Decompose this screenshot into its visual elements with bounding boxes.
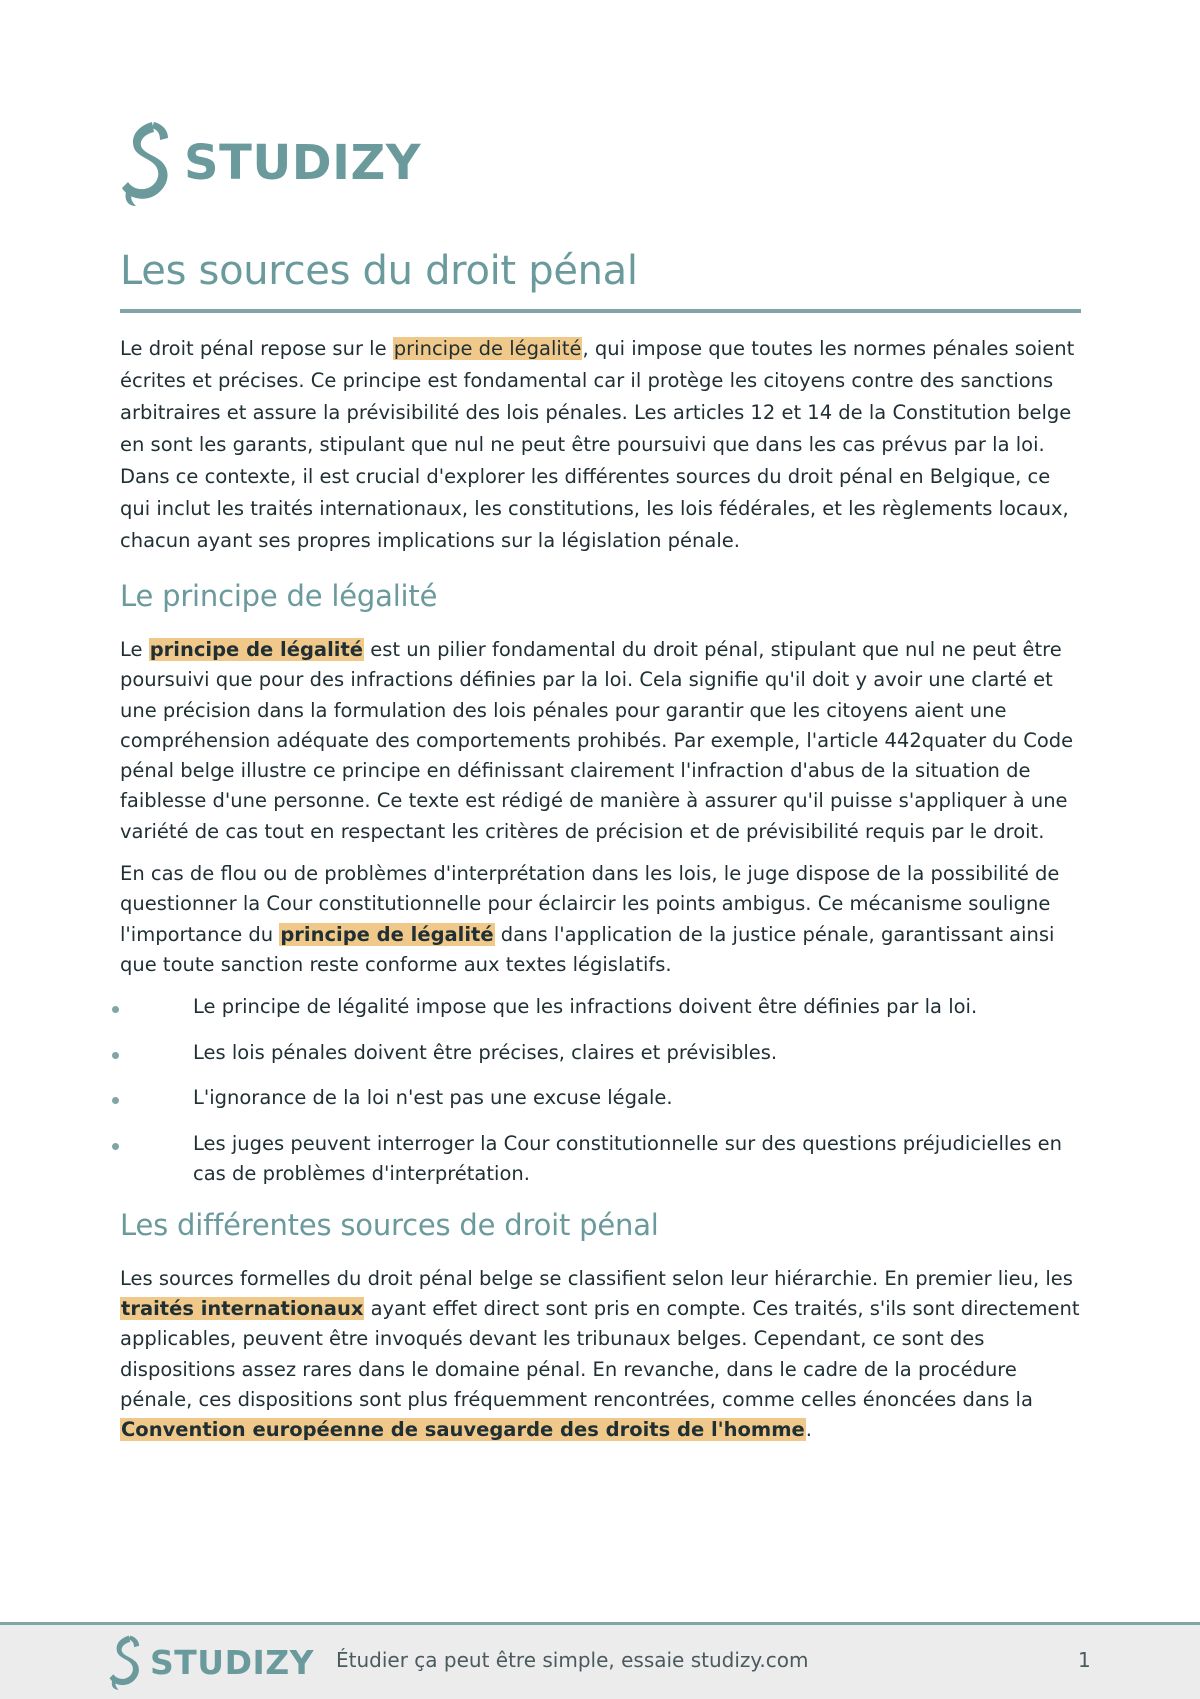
bullet-icon [112,1006,119,1013]
paragraph [120,859,1080,980]
intro-paragraph [120,333,1080,557]
header-logo [118,118,421,208]
footer-tagline: Étudier ça peut être simple, essaie studizy.com [336,1648,809,1672]
list-item [120,1038,1080,1069]
list-item [120,1083,1080,1114]
list-item-text: L'ignorance de la loi n'est pas une excuse légale. [193,1086,673,1110]
footer-brand-name: STUDIZY [150,1642,315,1682]
highlight-term: principe de légalité [149,638,363,661]
paragraph [120,635,1080,847]
list-item-text: Les lois pénales doivent être précises, claires et prévisibles. [193,1040,778,1064]
brand-name: STUDIZY [184,135,422,191]
list-item-text: Le principe de légalité impose que les infractions doivent être définies par la loi. [193,995,978,1019]
text-run: En cas de flou ou de problèmes d'interprétation dans les lois, le juge dispose de la possibilité de questionner la Cour constitutionnelle pour éclaircir les points ambigus. Ce mécanisme souligne l'importance du [120,862,1060,946]
paragraph [120,1264,1080,1446]
list-item [120,1129,1080,1190]
studizy-logo-icon [118,118,174,208]
text-run: Les sources formelles du droit pénal belge se classifient selon leur hiérarchie. En premier lieu, les [120,1266,1073,1290]
text-run: . [805,1418,812,1442]
title-divider [120,309,1081,313]
page-number: 1 [1078,1648,1091,1672]
bullet-icon [112,1097,119,1104]
section-heading-principe: Le principe de légalité [120,579,438,613]
text-run: dans l'application de la justice pénale, garantissant ainsi que toute sanction reste conforme aux textes législatifs. [120,922,1055,976]
footer-logo [106,1633,314,1691]
page-title: Les sources du droit pénal [120,248,638,294]
bullet-icon [112,1052,119,1059]
bullet-list [120,992,1080,1190]
text-run: Le droit pénal repose sur le [120,337,393,360]
text-run: ayant effet direct sont pris en compte. Ces traités, s'ils sont directement applicables, peuvent être invoqués devant les tribunaux belges. Cependant, ce sont des dispositions assez rares dans le domaine pénal. En revanche, dans le cadre de la procédure pénale, ces dispositions sont plus fréquemment rencontrées, comme celles énoncées dans la [120,1297,1080,1411]
section-heading-sources: Les différentes sources de droit pénal [120,1207,659,1242]
page-footer [0,1622,1200,1699]
list-item [120,992,1080,1023]
highlight-term: Convention européenne de sauvegarde des droits de l'homme [121,1418,805,1442]
studizy-logo-icon [106,1633,144,1691]
text-run: , qui impose que toutes les normes pénales soient écrites et précises. Ce principe est fondamental car il protège les citoyens contre des sanctions arbitraires et assure la prévisibilité des lois pénales. Les articles 12 et 14 de la Constitution belge en sont les garants, stipulant que nul ne peut être poursuivi que dans les cas prévus par la loi. Dans ce contexte, il est crucial d'explorer les différentes sources du droit pénal en Belgique, ce qui inclut les traités internationaux, les constitutions, les lois fédérales, et les règlements locaux, chacun ayant ses propres implications sur la législation pénale. [120,337,1075,552]
text-run: est un pilier fondamental du droit pénal, stipulant que nul ne peut être poursuivi que pour des infractions définies par la loi. Cela signifie qu'il doit y avoir une clarté et une précision dans la formulation des lois pénales pour garantir que les citoyens aient une compréhension adéquate des comportements prohibés. Par exemple, l'article 442quater du Code pénal belge illustre ce principe en définissant clairement l'infraction d'abus de la situation de faiblesse d'une personne. Ce texte est rédigé de manière à assurer qu'il puisse s'appliquer à une variété de cas tout en respectant les critères de précision et de prévisibilité requis par le droit. [120,638,1074,843]
list-item-text: Les juges peuvent interroger la Cour constitutionnelle sur des questions préjudicielles en cas de problèmes d'interprétation. [193,1131,1063,1186]
text-run: Le [120,638,149,661]
highlight-term: traités internationaux [121,1297,364,1321]
bullet-icon [112,1143,119,1150]
highlight-term: principe de légalité [393,337,582,360]
highlight-term: principe de légalité [280,922,494,946]
document-body [120,333,1080,1446]
